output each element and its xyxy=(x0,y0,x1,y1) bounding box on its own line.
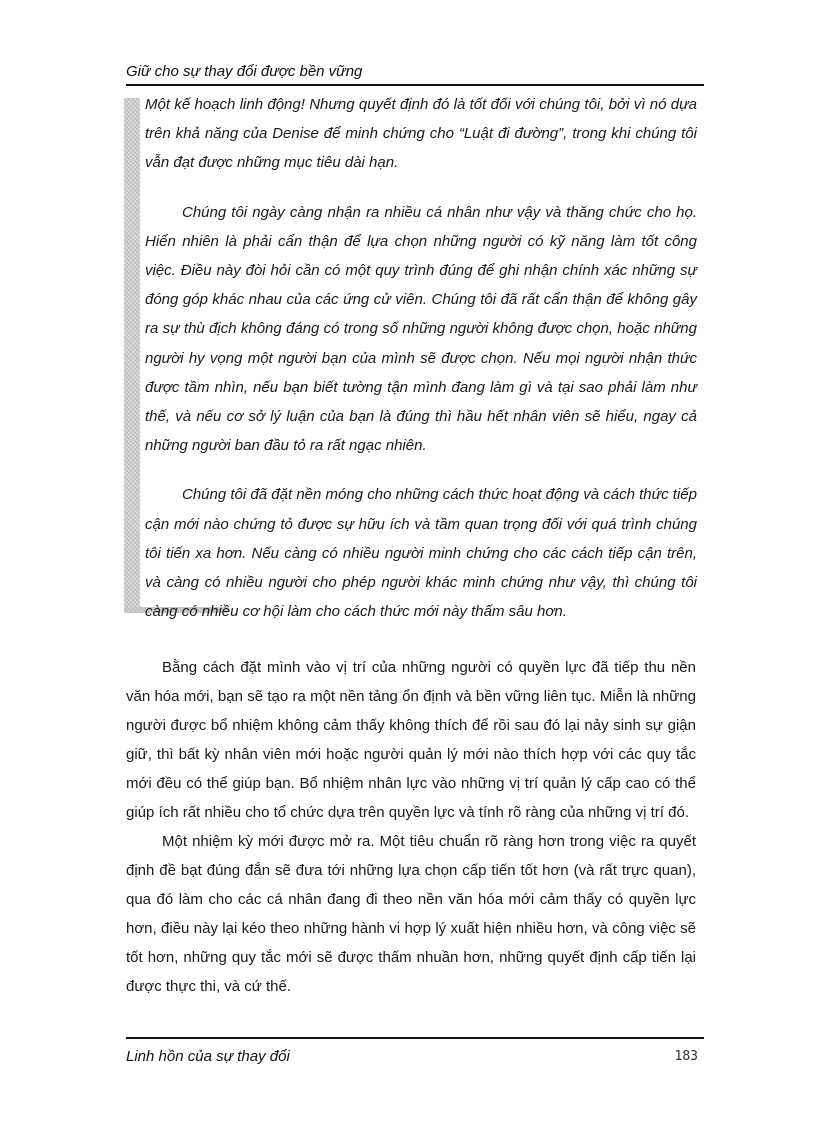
sidebar-quote-box xyxy=(145,90,697,626)
footer-rule xyxy=(126,1037,704,1039)
running-header: Giữ cho sự thay đổi được bền vững xyxy=(126,63,363,80)
header-rule xyxy=(126,84,704,86)
body-paragraph: Bằng cách đặt mình vào vị trí của những người có quyền lực đã tiếp thu nền văn hóa mới, bạn sẽ tạo ra một nền tảng ổn định và bền vững liên tục. Miễn là những người được bổ nhiệm không cảm thấy không thích để rồi sau đó lại nảy sinh sự giận giữ, thì bất kỳ nhân viên mới hoặc người quản lý mới nào thích hợp với các quy tắc mới đều có thể giúp bạn. Bổ nhiệm nhân lực vào những vị trí quản lý cấp cao có thể giúp ích rất nhiều cho tổ chức dựa trên quyền lực và tính rõ ràng của những vị trí đó. xyxy=(126,659,696,821)
sidebar-paragraph: Một kế hoạch linh động! Nhưng quyết định đó là tốt đối với chúng tôi, bởi vì nó dựa trên khả năng của Denise để minh chứng cho “Luật đi đường”, trong khi chúng tôi vẫn đạt được những mục tiêu dài hạn. xyxy=(145,96,697,172)
body-text xyxy=(126,653,696,1001)
footer-book-title: Linh hồn của sự thay đổi xyxy=(126,1048,290,1065)
body-paragraph: Một nhiệm kỳ mới được mở ra. Một tiêu chuẩn rõ ràng hơn trong việc ra quyết định đề bạt đúng đắn sẽ đưa tới những lựa chọn cấp tiến tốt hơn (và rất trực quan), qua đó làm cho các cá nhân đang đi theo nền văn hóa mới cảm thấy có quyền lực hơn, điều này lại kéo theo những hành vi hợp lý xuất hiện nhiều hơn, và công việc sẽ tốt hơn, những quy tắc mới sẽ được thấm nhuần hơn, những quyết định cấp tiến lại được thực thi, và cứ thế. xyxy=(126,833,696,995)
sidebar-shaded-bar xyxy=(124,98,140,613)
sidebar-paragraph: Chúng tôi ngày càng nhận ra nhiều cá nhân như vậy và thăng chức cho họ. Hiển nhiên là phải cẩn thận để lựa chọn những người có kỹ năng làm tốt công việc. Điều này đòi hỏi cần có một quy trình đúng để ghi nhận chính xác những sự đóng góp khác nhau của các ứng cử viên. Chúng tôi đã rất cẩn thận để không gây ra sự thù địch không đáng có trong số những người không được chọn, hoặc những người hy vọng một người bạn của mình sẽ được chọn. Nếu mọi người nhận thức được tầm nhìn, nếu bạn biết tường tận mình đang làm gì và tại sao phải làm như thế, và nếu cơ sở lý luận của bạn là đúng thì hầu hết nhân viên sẽ hiểu, ngay cả những người ban đầu tỏ ra rất ngạc nhiên. xyxy=(145,203,697,455)
sidebar-paragraph: Chúng tôi đã đặt nền móng cho những cách thức hoạt động và cách thức tiếp cận mới nào chứng tỏ được sự hữu ích và tầm quan trọng đối với quá trình chúng tôi tiến xa hơn. Nếu càng có nhiều người minh chứng cho các cách tiếp cận trên, và càng có nhiều người cho phép người khác minh chứng như vậy, thì chúng tôi càng có nhiều cơ hội làm cho cách thức mới này thấm sâu hơn. xyxy=(145,486,697,621)
page-number: 183 xyxy=(674,1049,698,1064)
